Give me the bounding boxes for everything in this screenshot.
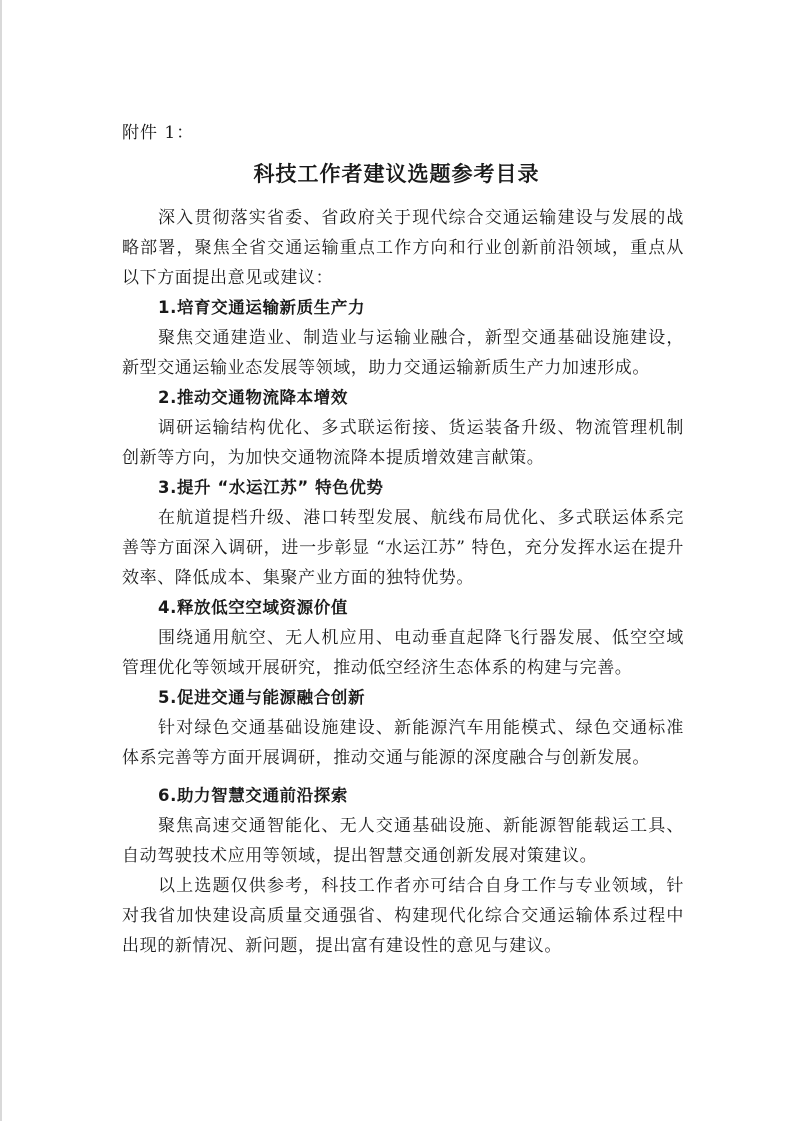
document-body xyxy=(122,203,684,961)
section-heading: 3.提升 “水运江苏” 特色优势 xyxy=(158,478,384,497)
section-text: 调研运输结构优化、多式联运衔接、货运装备升级、物流管理机制创新等方向，为加快交通物流降本提质增效建言献策。 xyxy=(122,418,684,468)
section-heading: 4.释放低空空域资源价值 xyxy=(158,598,348,617)
closing-paragraph: 以上选题仅供参考，科技工作者亦可结合自身工作与专业领域，针对我省加快建设高质量交通强省、构建现代化综合交通运输体系过程中出现的新情况、新问题，提出富有建设性的意见与建议。 xyxy=(122,876,684,956)
section-heading: 5.促进交通与能源融合创新 xyxy=(158,688,366,707)
attachment-label: 附件 1： xyxy=(122,123,195,143)
section-text: 围绕通用航空、无人机应用、电动垂直起降飞行器发展、低空空域管理优化等领域开展研究，推动低空经济生态体系的构建与完善。 xyxy=(122,628,684,678)
section-text: 在航道提档升级、港口转型发展、航线布局优化、多式联运体系完善等方面深入调研，进一步彰显 “水运江苏” 特色，充分发挥水运在提升效率、降低成本、集聚产业方面的独特优势。 xyxy=(122,508,684,588)
section-heading: 6.助力智慧交通前沿探索 xyxy=(158,786,348,805)
document-title: 科技工作者建议选题参考目录 xyxy=(253,161,540,186)
spacer xyxy=(122,773,684,781)
section-text: 聚焦高速交通智能化、无人交通基础设施、新能源智能载运工具、自动驾驶技术应用等领域，提出智慧交通创新发展对策建议。 xyxy=(122,816,684,866)
intro-paragraph: 深入贯彻落实省委、省政府关于现代综合交通运输建设与发展的战略部署，聚焦全省交通运输重点工作方向和行业创新前沿领域，重点从以下方面提出意见或建议： xyxy=(122,208,684,288)
section-heading: 2.推动交通物流降本增效 xyxy=(158,388,348,407)
section-text: 针对绿色交通基础设施建设、新能源汽车用能模式、绿色交通标准体系完善等方面开展调研，推动交通与能源的深度融合与创新发展。 xyxy=(122,718,684,768)
section-text: 聚焦交通建造业、制造业与运输业融合，新型交通基础设施建设，新型交通运输业态发展等领域，助力交通运输新质生产力加速形成。 xyxy=(122,328,684,378)
section-heading: 1.培育交通运输新质生产力 xyxy=(158,298,366,317)
